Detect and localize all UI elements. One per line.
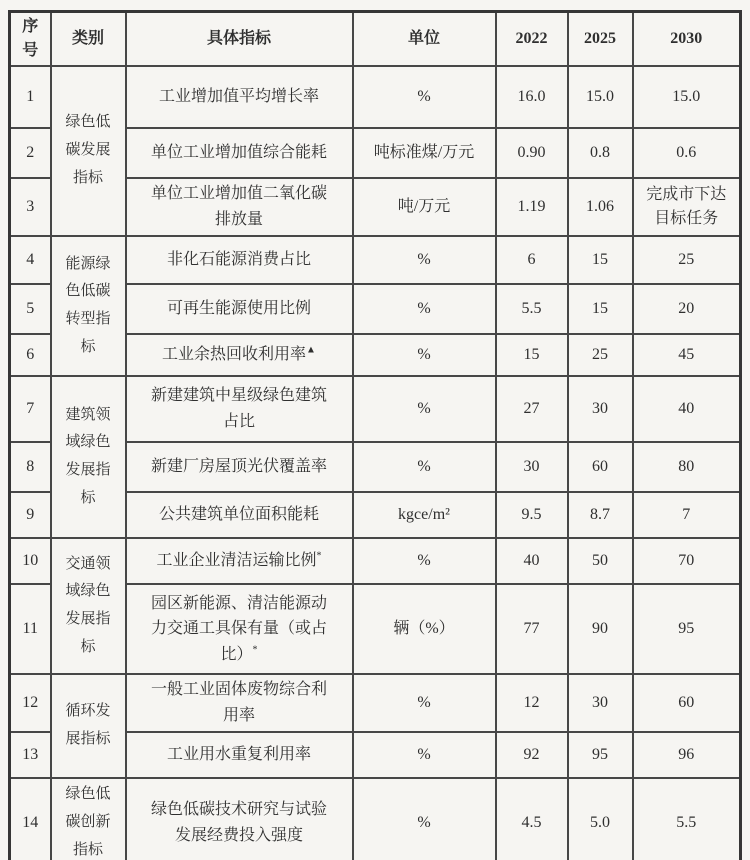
cell-2030: 80 [633, 442, 741, 492]
cell-2025: 30 [568, 376, 633, 442]
cell-indicator: 单位工业增加值二氧化碳排放量 [126, 178, 353, 236]
table-row [10, 538, 741, 584]
indicator-table [8, 10, 742, 860]
cell-category-green-lowcarbon-innovation [51, 778, 126, 860]
header-2030: 2030 [633, 12, 741, 67]
header-2025: 2025 [568, 12, 633, 67]
cell-2025: 90 [568, 584, 633, 674]
cell-2022: 0.90 [496, 128, 568, 178]
cell-2025: 15 [568, 236, 633, 284]
cell-row-no: 2 [10, 128, 51, 178]
category-label: 绿色低碳发展指标 [65, 114, 111, 186]
cell-indicator: 单位工业增加值综合能耗 [126, 128, 353, 178]
table-row [10, 674, 741, 732]
cell-row-no: 5 [10, 284, 51, 334]
header-unit: 单位 [353, 12, 496, 67]
cell-row-no: 13 [10, 732, 51, 778]
cell-2022: 15 [496, 334, 568, 376]
cell-2022: 77 [496, 584, 568, 674]
cell-row-no: 9 [10, 492, 51, 538]
cell-2025: 15 [568, 284, 633, 334]
cell-2025: 1.06 [568, 178, 633, 236]
cell-unit: 辆（%） [353, 584, 496, 674]
cell-unit: % [353, 284, 496, 334]
header-no-label: 序号 [22, 18, 39, 59]
cell-2022: 9.5 [496, 492, 568, 538]
cell-indicator: 可再生能源使用比例 [126, 284, 353, 334]
table-row [10, 778, 741, 860]
table-row [10, 66, 741, 128]
cell-indicator [126, 538, 353, 584]
cell-2025: 60 [568, 442, 633, 492]
cell-2022: 16.0 [496, 66, 568, 128]
table-row [10, 376, 741, 442]
category-label: 交通领域绿色发展指标 [65, 555, 111, 655]
cell-unit: % [353, 538, 496, 584]
cell-2030: 15.0 [633, 66, 741, 128]
cell-2030: 0.6 [633, 128, 741, 178]
cell-row-no: 3 [10, 178, 51, 236]
header-indicator: 具体指标 [126, 12, 353, 67]
cell-2025: 5.0 [568, 778, 633, 860]
cell-unit: 吨/万元 [353, 178, 496, 236]
cell-2030: 95 [633, 584, 741, 674]
cell-2030: 45 [633, 334, 741, 376]
category-label: 循环发展指标 [65, 703, 111, 747]
cell-2022: 5.5 [496, 284, 568, 334]
cell-indicator: 新建厂房屋顶光伏覆盖率 [126, 442, 353, 492]
cell-2022: 27 [496, 376, 568, 442]
cell-category-building-sector [51, 376, 126, 538]
indicator-text: 园区新能源、清洁能源动力交通工具保有量（或占比） [150, 594, 327, 663]
cell-indicator: 工业增加值平均增长率 [126, 66, 353, 128]
cell-unit: % [353, 236, 496, 284]
cell-2025: 8.7 [568, 492, 633, 538]
cell-2030: 7 [633, 492, 741, 538]
cell-2022: 40 [496, 538, 568, 584]
cell-indicator: 非化石能源消费占比 [126, 236, 353, 284]
category-label: 能源绿色低碳转型指标 [65, 255, 111, 355]
cell-2030: 60 [633, 674, 741, 732]
cell-category-green-lowcarbon-development [51, 66, 126, 236]
cell-indicator [126, 334, 353, 376]
cell-2025: 15.0 [568, 66, 633, 128]
cell-2030: 5.5 [633, 778, 741, 860]
cell-2030: 70 [633, 538, 741, 584]
cell-unit: % [353, 674, 496, 732]
cell-row-no: 14 [10, 778, 51, 860]
cell-row-no: 1 [10, 66, 51, 128]
cell-2022: 4.5 [496, 778, 568, 860]
indicator-text: 工业余热回收利用率 [162, 346, 307, 364]
cell-row-no: 12 [10, 674, 51, 732]
cell-2030: 96 [633, 732, 741, 778]
cell-category-circular-development [51, 674, 126, 778]
cell-unit: kgce/m² [353, 492, 496, 538]
cell-unit: % [353, 778, 496, 860]
cell-indicator: 一般工业固体废物综合利用率 [126, 674, 353, 732]
indicator-text: 工业企业清洁运输比例 [156, 552, 317, 570]
cell-category-transport-sector [51, 538, 126, 674]
cell-2022: 6 [496, 236, 568, 284]
cell-indicator: 公共建筑单位面积能耗 [126, 492, 353, 538]
cell-2030: 40 [633, 376, 741, 442]
cell-unit: 吨标准煤/万元 [353, 128, 496, 178]
footnote-triangle-marker: ▲ [306, 344, 316, 356]
cell-unit: % [353, 376, 496, 442]
cell-unit: % [353, 334, 496, 376]
cell-unit: % [353, 442, 496, 492]
cell-row-no: 10 [10, 538, 51, 584]
cell-indicator: 工业用水重复利用率 [126, 732, 353, 778]
cell-2022: 1.19 [496, 178, 568, 236]
cell-category-energy-transition [51, 236, 126, 376]
cell-2025: 30 [568, 674, 633, 732]
cell-2022: 92 [496, 732, 568, 778]
cell-unit: % [353, 732, 496, 778]
header-no [10, 12, 51, 67]
cell-2022: 30 [496, 442, 568, 492]
header-2022: 2022 [496, 12, 568, 67]
cell-row-no: 7 [10, 376, 51, 442]
cell-unit: % [353, 66, 496, 128]
cell-2030: 完成市下达目标任务 [633, 178, 741, 236]
header-category: 类别 [51, 12, 126, 67]
cell-2030: 25 [633, 236, 741, 284]
cell-indicator: 绿色低碳技术研究与试验发展经费投入强度 [126, 778, 353, 860]
cell-indicator: 新建建筑中星级绿色建筑占比 [126, 376, 353, 442]
cell-2022: 12 [496, 674, 568, 732]
cell-indicator [126, 584, 353, 674]
table-header-row [10, 12, 741, 67]
table-row [10, 236, 741, 284]
cell-row-no: 4 [10, 236, 51, 284]
cell-row-no: 11 [10, 584, 51, 674]
cell-2025: 50 [568, 538, 633, 584]
cell-2025: 95 [568, 732, 633, 778]
category-label: 建筑领域绿色发展指标 [65, 406, 111, 506]
cell-row-no: 8 [10, 442, 51, 492]
cell-2025: 0.8 [568, 128, 633, 178]
footnote-asterisk-marker: * [252, 644, 258, 656]
cell-2025: 25 [568, 334, 633, 376]
cell-row-no: 6 [10, 334, 51, 376]
category-label: 绿色低碳创新指标 [65, 786, 111, 858]
footnote-asterisk-marker: * [316, 550, 322, 562]
cell-2030: 20 [633, 284, 741, 334]
